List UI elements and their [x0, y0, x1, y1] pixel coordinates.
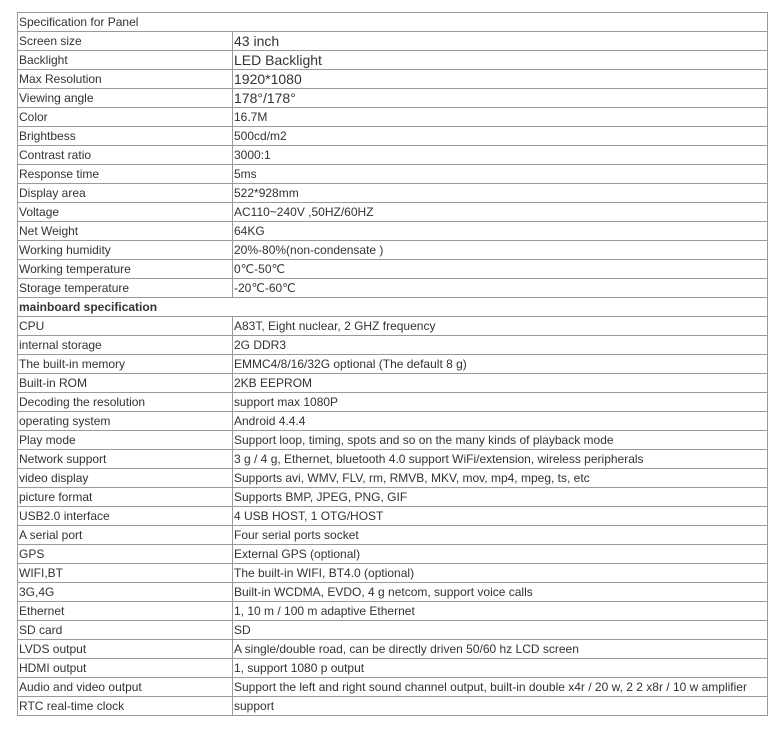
table-row	[18, 412, 768, 431]
spec-label: Contrast ratio	[18, 146, 233, 165]
spec-value: 4 USB HOST, 1 OTG/HOST	[233, 507, 768, 526]
spec-value: 3000:1	[233, 146, 768, 165]
spec-label: Play mode	[18, 431, 233, 450]
spec-value: 178°/178°	[233, 89, 768, 108]
mainboard-title-row	[18, 298, 768, 317]
spec-table	[17, 12, 768, 716]
panel-title-row	[18, 13, 768, 32]
spec-table-body	[18, 13, 768, 716]
table-row	[18, 317, 768, 336]
table-row	[18, 184, 768, 203]
spec-label: Net Weight	[18, 222, 233, 241]
spec-value: 0℃-50℃	[233, 260, 768, 279]
spec-value: A single/double road, can be directly driven 50/60 hz LCD screen	[233, 640, 768, 659]
table-row	[18, 32, 768, 51]
spec-value: SD	[233, 621, 768, 640]
spec-label: SD card	[18, 621, 233, 640]
spec-label: WIFI,BT	[18, 564, 233, 583]
table-row	[18, 640, 768, 659]
table-row	[18, 526, 768, 545]
spec-value: 1, 10 m / 100 m adaptive Ethernet	[233, 602, 768, 621]
spec-value: 5ms	[233, 165, 768, 184]
table-row	[18, 127, 768, 146]
spec-label: Built-in ROM	[18, 374, 233, 393]
table-row	[18, 51, 768, 70]
table-row	[18, 260, 768, 279]
spec-label: CPU	[18, 317, 233, 336]
spec-value: support max 1080P	[233, 393, 768, 412]
table-row	[18, 488, 768, 507]
spec-label: Max Resolution	[18, 70, 233, 89]
spec-label: GPS	[18, 545, 233, 564]
table-row	[18, 678, 768, 697]
spec-label: Brightbess	[18, 127, 233, 146]
table-row	[18, 89, 768, 108]
spec-value: 522*928mm	[233, 184, 768, 203]
table-row	[18, 469, 768, 488]
table-row	[18, 507, 768, 526]
spec-value: EMMC4/8/16/32G optional (The default 8 g)	[233, 355, 768, 374]
spec-label: Response time	[18, 165, 233, 184]
spec-label: The built-in memory	[18, 355, 233, 374]
table-row	[18, 146, 768, 165]
spec-label: Ethernet	[18, 602, 233, 621]
spec-value: LED Backlight	[233, 51, 768, 70]
table-row	[18, 583, 768, 602]
spec-label: Color	[18, 108, 233, 127]
spec-value: Android 4.4.4	[233, 412, 768, 431]
spec-value: 1920*1080	[233, 70, 768, 89]
spec-label: A serial port	[18, 526, 233, 545]
table-row	[18, 621, 768, 640]
table-row	[18, 165, 768, 184]
table-row	[18, 70, 768, 89]
table-row	[18, 602, 768, 621]
spec-label: Screen size	[18, 32, 233, 51]
spec-label: Working temperature	[18, 260, 233, 279]
table-row	[18, 203, 768, 222]
table-row	[18, 108, 768, 127]
spec-value: Support the left and right sound channel output, built-in double x4r / 20 w, 2 2 x8r / 10 w amplifier	[233, 678, 768, 697]
table-row	[18, 431, 768, 450]
spec-label: picture format	[18, 488, 233, 507]
spec-label: Working humidity	[18, 241, 233, 260]
spec-label: Storage temperature	[18, 279, 233, 298]
table-row	[18, 355, 768, 374]
spec-label: RTC real-time clock	[18, 697, 233, 716]
spec-value: Built-in WCDMA, EVDO, 4 g netcom, support voice calls	[233, 583, 768, 602]
spec-value: 64KG	[233, 222, 768, 241]
spec-value: AC110~240V ,50HZ/60HZ	[233, 203, 768, 222]
spec-value: External GPS (optional)	[233, 545, 768, 564]
table-row	[18, 697, 768, 716]
spec-value: -20℃-60℃	[233, 279, 768, 298]
spec-value: 1, support 1080 p output	[233, 659, 768, 678]
spec-value: A83T, Eight nuclear, 2 GHZ frequency	[233, 317, 768, 336]
table-row	[18, 241, 768, 260]
table-row	[18, 659, 768, 678]
table-row	[18, 279, 768, 298]
table-row	[18, 374, 768, 393]
spec-value: Supports BMP, JPEG, PNG, GIF	[233, 488, 768, 507]
spec-value: 20%-80%(non-condensate )	[233, 241, 768, 260]
spec-label: 3G,4G	[18, 583, 233, 602]
spec-label: LVDS output	[18, 640, 233, 659]
spec-value: 2KB EEPROM	[233, 374, 768, 393]
table-row	[18, 545, 768, 564]
spec-label: Display area	[18, 184, 233, 203]
table-row	[18, 450, 768, 469]
spec-value: 2G DDR3	[233, 336, 768, 355]
spec-label: Network support	[18, 450, 233, 469]
spec-value: 500cd/m2	[233, 127, 768, 146]
mainboard-section-title: mainboard specification	[18, 298, 768, 317]
spec-value: 43 inch	[233, 32, 768, 51]
spec-label: operating system	[18, 412, 233, 431]
spec-value: Four serial ports socket	[233, 526, 768, 545]
panel-section-title: Specification for Panel	[18, 13, 768, 32]
spec-label: Backlight	[18, 51, 233, 70]
spec-value: 3 g / 4 g, Ethernet, bluetooth 4.0 support WiFi/extension, wireless peripherals	[233, 450, 768, 469]
spec-value: Supports avi, WMV, FLV, rm, RMVB, MKV, mov, mp4, mpeg, ts, etc	[233, 469, 768, 488]
spec-label: internal storage	[18, 336, 233, 355]
spec-label: Viewing angle	[18, 89, 233, 108]
spec-label: video display	[18, 469, 233, 488]
spec-value: The built-in WIFI, BT4.0 (optional)	[233, 564, 768, 583]
spec-label: Audio and video output	[18, 678, 233, 697]
spec-label: Decoding the resolution	[18, 393, 233, 412]
spec-value: Support loop, timing, spots and so on the many kinds of playback mode	[233, 431, 768, 450]
table-row	[18, 336, 768, 355]
spec-document	[17, 12, 767, 716]
spec-value: 16.7M	[233, 108, 768, 127]
table-row	[18, 564, 768, 583]
spec-value: support	[233, 697, 768, 716]
spec-label: HDMI output	[18, 659, 233, 678]
spec-label: USB2.0 interface	[18, 507, 233, 526]
spec-label: Voltage	[18, 203, 233, 222]
table-row	[18, 393, 768, 412]
table-row	[18, 222, 768, 241]
